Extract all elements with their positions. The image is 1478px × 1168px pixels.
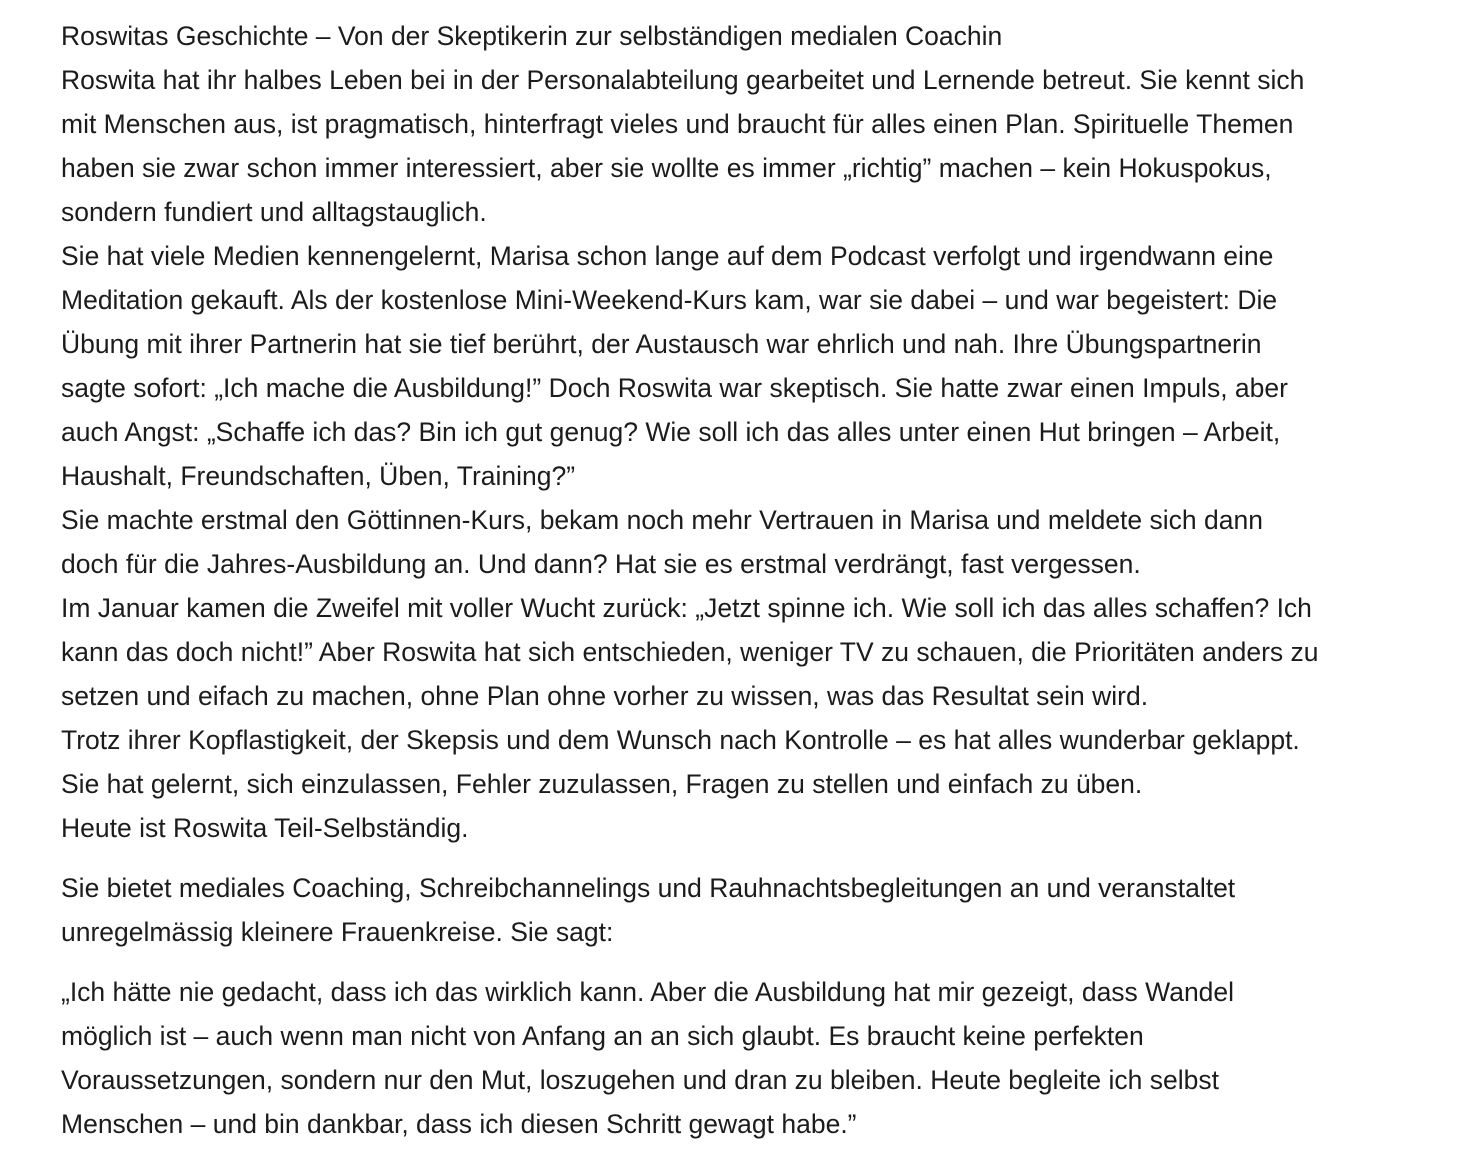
text-line: Trotz ihrer Kopflastigkeit, der Skepsis und dem Wunsch nach Kontrolle – es hat alles wunderbar geklappt.	[61, 725, 1300, 755]
paragraph-spacing	[61, 954, 1458, 970]
story-paragraph-block	[61, 58, 1458, 850]
text-line: Voraussetzungen, sondern nur den Mut, loszugehen und dran zu bleiben. Heute begleite ich selbst	[61, 1065, 1219, 1095]
text-line: auch Angst: „Schaffe ich das? Bin ich gut genug? Wie soll ich das alles unter einen Hut bringen – Arbeit,	[61, 417, 1281, 447]
paragraph-spacing	[61, 850, 1458, 866]
text-line: Heute ist Roswita Teil-Selbständig.	[61, 813, 469, 843]
text-line: setzen und eifach zu machen, ohne Plan ohne vorher zu wissen, was das Resultat sein wird.	[61, 681, 1149, 711]
text-line: haben sie zwar schon immer interessiert, aber sie wollte es immer „richtig” machen – kein Hokuspokus,	[61, 153, 1272, 183]
text-line: Sie bietet mediales Coaching, Schreibchannelings und Rauhnachtsbegleitungen an und veranstaltet	[61, 873, 1236, 903]
text-line: Übung mit ihrer Partnerin hat sie tief berührt, der Austausch war ehrlich und nah. Ihre Übungspartnerin	[61, 329, 1262, 359]
text-line: kann das doch nicht!” Aber Roswita hat sich entschieden, weniger TV zu schauen, die Prioritäten anders zu	[61, 637, 1319, 667]
offerings-paragraph	[61, 866, 1458, 954]
text-line: Roswita hat ihr halbes Leben bei in der Personalabteilung gearbeitet und Lernende betreut. Sie kennt sich	[61, 65, 1305, 95]
text-line: Im Januar kamen die Zweifel mit voller Wucht zurück: „Jetzt spinne ich. Wie soll ich das alles schaffen? Ich	[61, 593, 1312, 623]
article-title: Roswitas Geschichte – Von der Skeptikerin zur selbständigen medialen Coachin	[61, 21, 1003, 51]
text-line: Sie hat gelernt, sich einzulassen, Fehler zuzulassen, Fragen zu stellen und einfach zu üben.	[61, 769, 1143, 799]
text-line: mit Menschen aus, ist pragmatisch, hinterfragt vieles und braucht für alles einen Plan. Spirituelle Themen	[61, 109, 1294, 139]
text-line: Meditation gekauft. Als der kostenlose Mini-Weekend-Kurs kam, war sie dabei – und war begeistert: Die	[61, 285, 1278, 315]
text-line: Sie machte erstmal den Göttinnen-Kurs, bekam noch mehr Vertrauen in Marisa und meldete sich dann	[61, 505, 1263, 535]
quote-paragraph	[61, 970, 1458, 1146]
text-line: Menschen – und bin dankbar, dass ich diesen Schritt gewagt habe.”	[61, 1109, 857, 1139]
text-line: Haushalt, Freundschaften, Üben, Training?”	[61, 461, 576, 491]
text-line: unregelmässig kleinere Frauenkreise. Sie sagt:	[61, 917, 614, 947]
text-line: „Ich hätte nie gedacht, dass ich das wirklich kann. Aber die Ausbildung hat mir gezeigt, dass Wandel	[61, 977, 1235, 1007]
text-line: Sie hat viele Medien kennengelernt, Marisa schon lange auf dem Podcast verfolgt und irgendwann eine	[61, 241, 1274, 271]
text-line: sondern fundiert und alltagstauglich.	[61, 197, 487, 227]
text-line: doch für die Jahres-Ausbildung an. Und dann? Hat sie es erstmal verdrängt, fast vergessen.	[61, 549, 1141, 579]
text-line: möglich ist – auch wenn man nicht von Anfang an an sich glaubt. Es braucht keine perfekten	[61, 1021, 1144, 1051]
text-line: sagte sofort: „Ich mache die Ausbildung!” Doch Roswita war skeptisch. Sie hatte zwar einen Impuls, aber	[61, 373, 1288, 403]
